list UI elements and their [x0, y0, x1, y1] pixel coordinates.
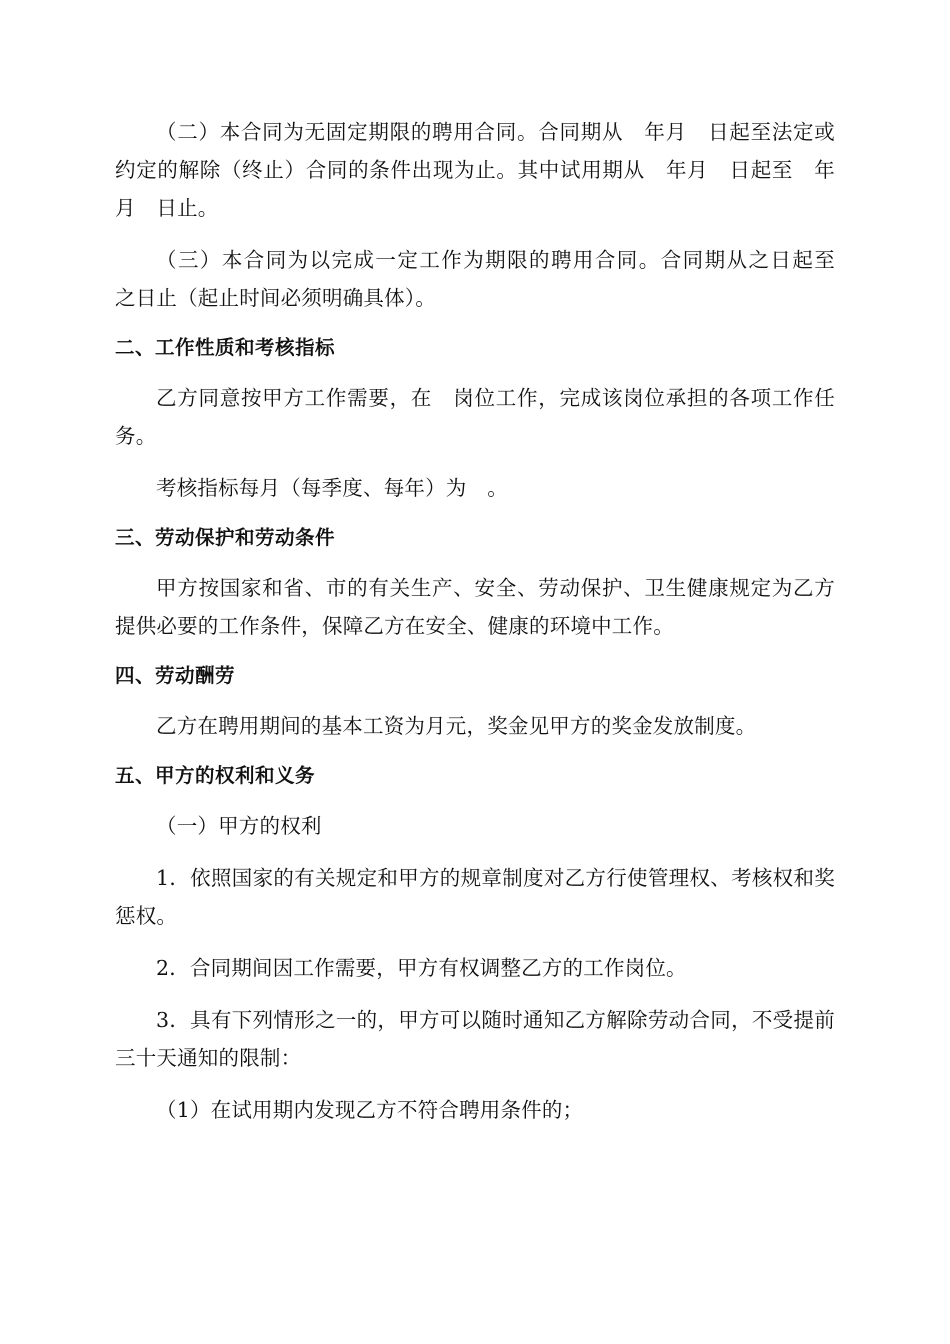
- section-heading-work-nature: 二、工作性质和考核指标: [115, 336, 336, 359]
- employer-right-item-2: 2．合同期间因工作需要，甲方有权调整乙方的工作岗位。: [156, 956, 687, 980]
- work-nature-paragraph: 乙方同意按甲方工作需要，在 岗位工作，完成该岗位承担的各项工作任务。: [115, 386, 835, 448]
- labor-protection-paragraph: 甲方按国家和省、市的有关生产、安全、劳动保护、卫生健康规定为乙方提供必要的工作条件，保障乙方在安全、健康的环境中工作。: [115, 576, 835, 638]
- remuneration-paragraph: 乙方在聘用期间的基本工资为月元，奖金见甲方的奖金发放制度。: [156, 714, 757, 738]
- clause-3-paragraph: （三）本合同为以完成一定工作为期限的聘用合同。合同期从之日起至 之日止（起止时间必须明确具体）。: [115, 248, 856, 310]
- employer-rights-subheading: （一）甲方的权利: [156, 814, 322, 838]
- employer-right-item-1: 1．依照国家的有关规定和甲方的规章制度对乙方行使管理权、考核权和奖惩权。: [115, 866, 835, 928]
- termination-condition-1: （1）在试用期内发现乙方不符合聘用条件的；: [156, 1098, 584, 1122]
- section-heading-employer-rights: 五、甲方的权利和义务: [115, 764, 316, 787]
- section-heading-remuneration: 四、劳动酬劳: [115, 664, 236, 687]
- clause-2-paragraph: （二）本合同为无固定期限的聘用合同。合同期从 年月 日起至法定或约定的解除（终止）合同的条件出现为止。其中试用期从 年月 日起至 年月 日止。: [115, 120, 835, 220]
- assessment-paragraph: 考核指标每月（每季度、每年）为 。: [156, 476, 508, 500]
- employer-right-item-3: 3．具有下列情形之一的，甲方可以随时通知乙方解除劳动合同，不受提前三十天通知的限制：: [115, 1008, 835, 1070]
- section-heading-labor-protection: 三、劳动保护和劳动条件: [115, 526, 336, 549]
- document-body: [115, 113, 856, 1129]
